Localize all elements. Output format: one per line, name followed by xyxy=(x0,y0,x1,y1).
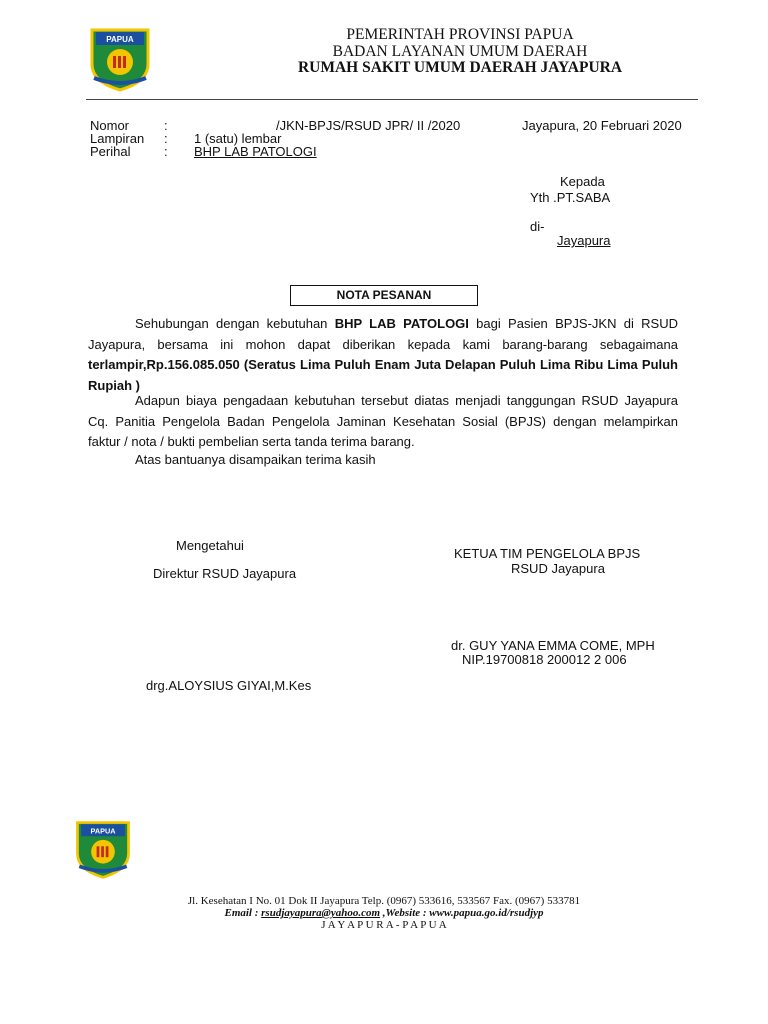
document-title: NOTA PESANAN xyxy=(336,288,432,302)
header-divider xyxy=(86,99,698,100)
svg-text:PAPUA: PAPUA xyxy=(106,35,134,44)
header-line-2: BADAN LAYANAN UMUM DAERAH xyxy=(332,43,588,60)
footer-contact xyxy=(0,907,768,919)
header-line-1: PEMERINTAH PROVINSI PAPUA xyxy=(346,26,574,43)
nomor-value: /JKN-BPJS/RSUD JPR/ II /2020 xyxy=(276,118,461,133)
lampiran-value: 1 (satu) lembar xyxy=(194,131,282,146)
footer-website: ,Website : www.papua.go.id/rsudjyp xyxy=(380,907,544,919)
letter-date: Jayapura, 20 Februari 2020 xyxy=(522,118,682,133)
perihal-label: Perihal xyxy=(90,144,131,159)
ketua-nip: NIP.19700818 200012 2 006 xyxy=(462,652,627,667)
footer-email-link[interactable]: rsudjayapura@yahoo.com xyxy=(261,907,381,919)
footer-city: J A Y A P U R A - P A P U A xyxy=(321,919,447,931)
footer-address: Jl. Kesehatan I No. 01 Dok II Jayapura Telp. (0967) 533616, 533567 Fax. (0967) 533781 xyxy=(187,895,581,907)
ketua-title-2: RSUD Jayapura xyxy=(511,561,605,576)
header-line-3: RUMAH SAKIT UMUM DAERAH JAYAPURA xyxy=(297,59,623,76)
perihal-colon: : xyxy=(164,144,168,159)
recipient-di: di- xyxy=(530,219,545,234)
paragraph-2: Adapun biaya pengadaan kebutuhan tersebut diatas menjadi tanggungan RSUD Jayapura Cq. Panitia Pengelola Badan Pengelola Jaminan Kesehatan Sosial (BPJS) dengan melampirkan faktur / nota / bukti pembelian serta tanda terima barang. xyxy=(88,393,678,449)
recipient-city: Jayapura xyxy=(557,233,611,248)
nomor-label: Nomor xyxy=(90,118,130,133)
lampiran-label: Lampiran xyxy=(90,131,145,146)
kepada-label: Kepada xyxy=(560,174,605,189)
recipient-name: Yth .PT.SABA xyxy=(530,190,611,205)
paragraph-3: Atas bantuanya disampaikan terima kasih xyxy=(135,452,376,467)
paragraph-1-text-a: Sehubungan dengan kebutuhan xyxy=(135,316,335,331)
svg-text:PAPUA: PAPUA xyxy=(90,826,116,836)
footer-email-label: Email : xyxy=(224,907,262,919)
paragraph-1-bold-amount: terlampir,Rp.156.085.050 (Seratus Lima Puluh Enam Juta Delapan Puluh Lima Ribu Lima Puluh Rupiah ) xyxy=(88,357,678,393)
paragraph-1 xyxy=(88,314,678,396)
lampiran-colon: : xyxy=(164,131,168,146)
papua-emblem-logo xyxy=(86,26,154,92)
perihal-value: BHP LAB PATOLOGI xyxy=(194,144,317,159)
nomor-colon: : xyxy=(164,118,168,133)
direktur-name: drg.ALOYSIUS GIYAI,M.Kes xyxy=(146,678,312,693)
mengetahui-label: Mengetahui xyxy=(176,538,244,553)
ketua-name: dr. GUY YANA EMMA COME, MPH xyxy=(451,638,655,653)
paragraph-1-bold-item: BHP LAB PATOLOGI xyxy=(334,316,469,331)
paragraph-1-text-b: bagi Pasien BPJS-JKN di RSUD Jayapura, bersama ini mohon dapat diberikan kepada kami barang-barang sebagaimana xyxy=(88,316,678,352)
papua-emblem-footer-logo xyxy=(72,818,134,880)
document-title-box xyxy=(290,285,478,306)
direktur-title: Direktur RSUD Jayapura xyxy=(153,566,297,581)
ketua-title-1: KETUA TIM PENGELOLA BPJS xyxy=(454,546,641,561)
